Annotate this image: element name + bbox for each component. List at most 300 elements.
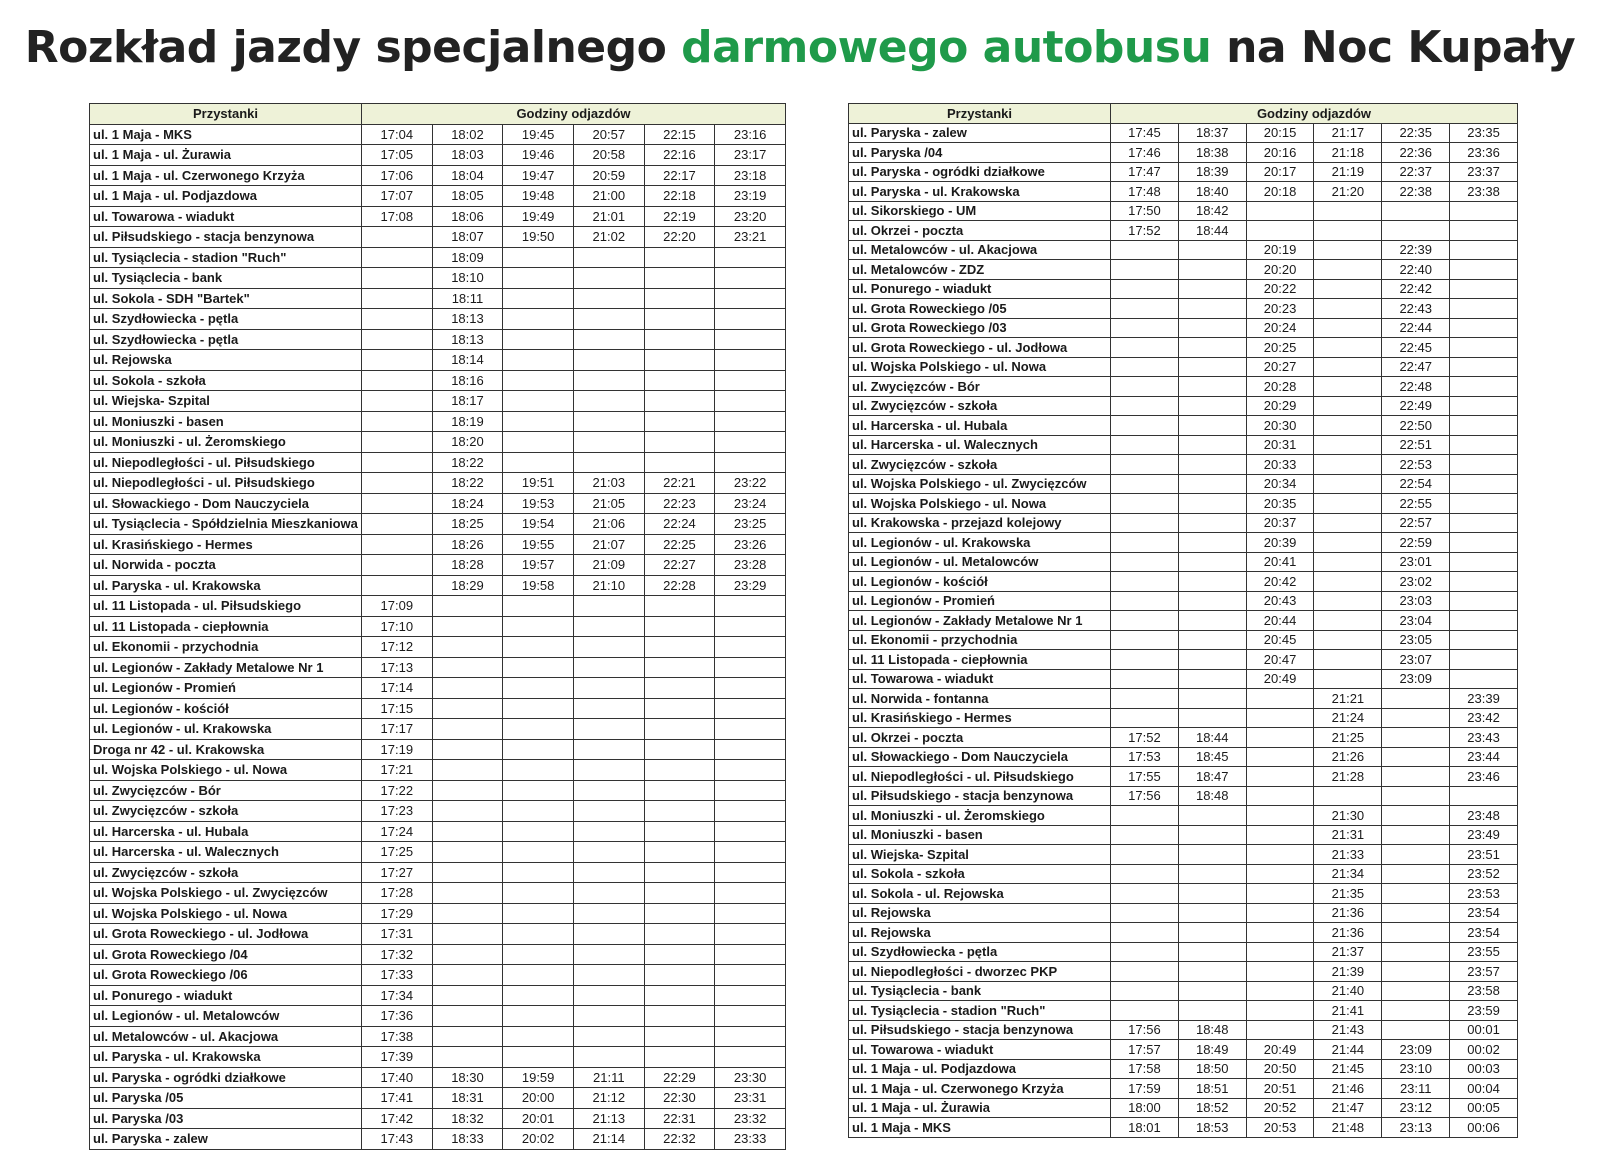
departure-time: 17:19 [362, 739, 433, 760]
departure-time [715, 719, 786, 740]
table-row [90, 924, 786, 945]
departure-time [1178, 474, 1246, 494]
departure-time [432, 657, 503, 678]
departure-time: 17:59 [1111, 1079, 1179, 1099]
departure-time: 17:36 [362, 1006, 433, 1027]
departure-time: 18:30 [432, 1067, 503, 1088]
departure-time: 17:40 [362, 1067, 433, 1088]
table-row [90, 760, 786, 781]
departure-time [1314, 279, 1382, 299]
departure-time [1178, 825, 1246, 845]
departure-time [1178, 377, 1246, 397]
stop-name: ul. Słowackiego - Dom Nauczyciela [90, 493, 362, 514]
departure-time: 22:25 [644, 534, 715, 555]
departure-time: 20:22 [1246, 279, 1314, 299]
stop-name: ul. Krasińskiego - Hermes [849, 708, 1111, 728]
header-times: Godziny odjazdów [362, 104, 786, 125]
departure-time [1111, 630, 1179, 650]
table-row [849, 299, 1518, 319]
departure-time [644, 944, 715, 965]
departure-time [1450, 552, 1518, 572]
departure-time [432, 739, 503, 760]
departure-time: 21:39 [1314, 962, 1382, 982]
departure-time [432, 842, 503, 863]
table-row [90, 678, 786, 699]
stop-name: ul. Towarowa - wiadukt [849, 669, 1111, 689]
departure-time: 20:34 [1246, 474, 1314, 494]
stop-name: ul. Tysiąclecia - bank [849, 981, 1111, 1001]
departure-time [1314, 591, 1382, 611]
departure-time [432, 903, 503, 924]
departure-time [1178, 708, 1246, 728]
departure-time: 23:05 [1382, 630, 1450, 650]
departure-time [432, 698, 503, 719]
departure-time: 00:03 [1450, 1059, 1518, 1079]
departure-time: 17:05 [362, 145, 433, 166]
departure-time: 23:36 [1450, 143, 1518, 163]
departure-time [1178, 942, 1246, 962]
stop-name: ul. 1 Maja - ul. Czerwonego Krzyża [849, 1079, 1111, 1099]
stop-name: ul. Ekonomii - przychodnia [849, 630, 1111, 650]
stop-name: ul. Paryska - ogródki działkowe [849, 162, 1111, 182]
departure-time: 21:03 [573, 473, 644, 494]
table-header-row [849, 104, 1518, 124]
departure-time: 17:08 [362, 206, 433, 227]
departure-time [715, 1047, 786, 1068]
departure-time [1111, 338, 1179, 358]
departure-time [715, 862, 786, 883]
departure-time: 17:29 [362, 903, 433, 924]
departure-time [1178, 630, 1246, 650]
departure-time [644, 637, 715, 658]
departure-time [573, 965, 644, 986]
departure-time [1111, 942, 1179, 962]
departure-time: 00:05 [1450, 1098, 1518, 1118]
table-row [90, 883, 786, 904]
departure-time: 18:16 [432, 370, 503, 391]
table-row [849, 611, 1518, 631]
departure-time: 19:51 [503, 473, 574, 494]
departure-time: 23:35 [1450, 123, 1518, 143]
departure-time: 19:54 [503, 514, 574, 535]
departure-time: 21:13 [573, 1108, 644, 1129]
departure-time [1111, 299, 1179, 319]
departure-time [573, 370, 644, 391]
table-row [849, 552, 1518, 572]
departure-time [432, 985, 503, 1006]
departure-time: 17:46 [1111, 143, 1179, 163]
departure-time [1314, 396, 1382, 416]
departure-time [715, 268, 786, 289]
departure-time [1178, 338, 1246, 358]
departure-time: 17:45 [1111, 123, 1179, 143]
departure-time: 21:11 [573, 1067, 644, 1088]
departure-time: 22:43 [1382, 299, 1450, 319]
departure-time [1314, 533, 1382, 553]
departure-time: 18:11 [432, 288, 503, 309]
departure-time [1450, 591, 1518, 611]
departure-time [1246, 1001, 1314, 1021]
stop-name: ul. Legionów - kościół [849, 572, 1111, 592]
stop-name: ul. Wojska Polskiego - ul. Nowa [90, 903, 362, 924]
departure-time [573, 411, 644, 432]
departure-time: 20:41 [1246, 552, 1314, 572]
table-row [90, 411, 786, 432]
departure-time [715, 1026, 786, 1047]
stop-name: ul. 1 Maja - ul. Żurawia [849, 1098, 1111, 1118]
stop-name: ul. Tysiąclecia - stadion "Ruch" [90, 247, 362, 268]
table-row [849, 942, 1518, 962]
departure-time [362, 247, 433, 268]
departure-time: 18:29 [432, 575, 503, 596]
departure-time [1178, 591, 1246, 611]
stop-name: ul. Sikorskiego - UM [849, 201, 1111, 221]
stop-name: ul. Krasińskiego - Hermes [90, 534, 362, 555]
departure-time: 00:06 [1450, 1118, 1518, 1138]
departure-time: 18:14 [432, 350, 503, 371]
departure-time [1178, 572, 1246, 592]
departure-time [1382, 806, 1450, 826]
departure-time [1111, 981, 1179, 1001]
departure-time [432, 965, 503, 986]
departure-time: 18:39 [1178, 162, 1246, 182]
stop-name: ul. Paryska - zalew [90, 1129, 362, 1150]
departure-time: 18:22 [432, 452, 503, 473]
departure-time: 18:37 [1178, 123, 1246, 143]
stop-name: ul. Niepodległości - ul. Piłsudskiego [849, 767, 1111, 787]
departure-time: 20:23 [1246, 299, 1314, 319]
table-row [90, 186, 786, 207]
table-row [90, 514, 786, 535]
departure-time [1450, 533, 1518, 553]
departure-time: 22:23 [644, 493, 715, 514]
departure-time [1450, 318, 1518, 338]
departure-time [644, 329, 715, 350]
stop-name: ul. Rejowska [849, 903, 1111, 923]
stop-name: ul. Legionów - Promień [849, 591, 1111, 611]
departure-time: 17:34 [362, 985, 433, 1006]
departure-time [1382, 728, 1450, 748]
departure-time: 23:58 [1450, 981, 1518, 1001]
departure-time [715, 1006, 786, 1027]
departure-time [644, 1047, 715, 1068]
departure-time: 22:44 [1382, 318, 1450, 338]
stop-name: ul. Paryska /05 [90, 1088, 362, 1109]
stop-name: ul. Legionów - kościół [90, 698, 362, 719]
departure-time: 21:31 [1314, 825, 1382, 845]
departure-time [1246, 806, 1314, 826]
departure-time [362, 391, 433, 412]
table-row [90, 1088, 786, 1109]
departure-time [644, 739, 715, 760]
departure-time [1314, 260, 1382, 280]
departure-time: 23:18 [715, 165, 786, 186]
departure-time: 22:16 [644, 145, 715, 166]
page-title [0, 22, 1600, 73]
departure-time: 18:13 [432, 329, 503, 350]
table-row [849, 318, 1518, 338]
departure-time [1450, 572, 1518, 592]
departure-time [1111, 513, 1179, 533]
departure-time [503, 944, 574, 965]
departure-time: 23:30 [715, 1067, 786, 1088]
departure-time: 23:24 [715, 493, 786, 514]
departure-time: 20:00 [503, 1088, 574, 1109]
departure-time: 20:51 [1246, 1079, 1314, 1099]
departure-time: 17:06 [362, 165, 433, 186]
table-row [849, 260, 1518, 280]
departure-time [1178, 864, 1246, 884]
departure-time: 22:30 [644, 1088, 715, 1109]
table-row [90, 780, 786, 801]
departure-time: 23:17 [715, 145, 786, 166]
departure-time [1450, 377, 1518, 397]
departure-time: 23:11 [1382, 1079, 1450, 1099]
departure-time [503, 985, 574, 1006]
departure-time [503, 698, 574, 719]
stop-name: ul. Legionów - Promień [90, 678, 362, 699]
header-stops: Przystanki [90, 104, 362, 125]
departure-time [1314, 513, 1382, 533]
departure-time: 22:27 [644, 555, 715, 576]
departure-time [432, 862, 503, 883]
departure-time [1314, 650, 1382, 670]
departure-time [1111, 669, 1179, 689]
departure-time [573, 1026, 644, 1047]
departure-time: 22:47 [1382, 357, 1450, 377]
departure-time [1382, 903, 1450, 923]
departure-time: 21:12 [573, 1088, 644, 1109]
departure-time: 17:07 [362, 186, 433, 207]
departure-time [1450, 357, 1518, 377]
stop-name: ul. Zwycięzców - szkoła [849, 396, 1111, 416]
departure-time [503, 821, 574, 842]
stop-name: ul. Moniuszki - ul. Żeromskiego [849, 806, 1111, 826]
table-row [849, 845, 1518, 865]
table-row [849, 182, 1518, 202]
table-row [849, 279, 1518, 299]
stop-name: ul. Zwycięzców - szkoła [849, 455, 1111, 475]
departure-time [432, 944, 503, 965]
stop-name: ul. Paryska - ul. Krakowska [90, 575, 362, 596]
departure-time [503, 760, 574, 781]
departure-time: 19:45 [503, 124, 574, 145]
departure-time [573, 883, 644, 904]
table-row [90, 391, 786, 412]
departure-time [1111, 455, 1179, 475]
departure-time [1314, 201, 1382, 221]
departure-time [432, 883, 503, 904]
stop-name: ul. Rejowska [90, 350, 362, 371]
departure-time: 17:50 [1111, 201, 1179, 221]
departure-time: 21:28 [1314, 767, 1382, 787]
table-row [90, 206, 786, 227]
stop-name: ul. Paryska - ul. Krakowska [90, 1047, 362, 1068]
departure-time [644, 596, 715, 617]
departure-time: 21:09 [573, 555, 644, 576]
departure-time: 18:32 [432, 1108, 503, 1129]
departure-time: 21:37 [1314, 942, 1382, 962]
departure-time [503, 1026, 574, 1047]
stop-name: ul. Grota Roweckiego /06 [90, 965, 362, 986]
departure-time [1111, 708, 1179, 728]
stop-name: ul. Piłsudskiego - stacja benzynowa [90, 227, 362, 248]
departure-time [644, 391, 715, 412]
departure-time: 21:14 [573, 1129, 644, 1150]
departure-time: 22:45 [1382, 338, 1450, 358]
departure-time: 18:50 [1178, 1059, 1246, 1079]
departure-time [362, 493, 433, 514]
departure-time: 22:24 [644, 514, 715, 535]
departure-time [1178, 533, 1246, 553]
table-row [849, 143, 1518, 163]
departure-time: 20:16 [1246, 143, 1314, 163]
departure-time [503, 370, 574, 391]
departure-time: 20:50 [1246, 1059, 1314, 1079]
departure-time [432, 637, 503, 658]
table-row [849, 591, 1518, 611]
table-row [90, 493, 786, 514]
departure-time: 18:31 [432, 1088, 503, 1109]
departure-time: 22:15 [644, 124, 715, 145]
departure-time: 23:57 [1450, 962, 1518, 982]
departure-time: 21:21 [1314, 689, 1382, 709]
departure-time [715, 780, 786, 801]
departure-time: 23:53 [1450, 884, 1518, 904]
departure-time [573, 924, 644, 945]
departure-time: 19:48 [503, 186, 574, 207]
departure-time: 20:57 [573, 124, 644, 145]
departure-time [715, 678, 786, 699]
departure-time [1111, 435, 1179, 455]
departure-time [1111, 825, 1179, 845]
departure-time [432, 719, 503, 740]
departure-time: 18:51 [1178, 1079, 1246, 1099]
departure-time: 23:52 [1450, 864, 1518, 884]
stop-name: ul. Słowackiego - Dom Nauczyciela [849, 747, 1111, 767]
departure-time [503, 391, 574, 412]
departure-time: 23:12 [1382, 1098, 1450, 1118]
table-row [90, 739, 786, 760]
departure-time [503, 596, 574, 617]
departure-time: 20:42 [1246, 572, 1314, 592]
departure-time [715, 452, 786, 473]
departure-time: 21:25 [1314, 728, 1382, 748]
table-row [90, 1026, 786, 1047]
departure-time [362, 227, 433, 248]
table-row [849, 962, 1518, 982]
departure-time: 20:01 [503, 1108, 574, 1129]
departure-time [644, 883, 715, 904]
departure-time [1111, 552, 1179, 572]
departure-time: 18:17 [432, 391, 503, 412]
departure-time [1178, 494, 1246, 514]
departure-time: 20:45 [1246, 630, 1314, 650]
table-row [849, 1098, 1518, 1118]
stop-name: ul. Paryska - ul. Krakowska [849, 182, 1111, 202]
departure-time: 23:10 [1382, 1059, 1450, 1079]
stop-name: ul. Wojska Polskiego - ul. Nowa [849, 494, 1111, 514]
departure-time [573, 678, 644, 699]
stop-name: ul. Ponurego - wiadukt [90, 985, 362, 1006]
departure-time [573, 698, 644, 719]
departure-time [644, 657, 715, 678]
departure-time: 21:41 [1314, 1001, 1382, 1021]
departure-time: 23:51 [1450, 845, 1518, 865]
table-row [90, 370, 786, 391]
departure-time: 19:58 [503, 575, 574, 596]
departure-time [1382, 689, 1450, 709]
table-row [90, 165, 786, 186]
departure-time [573, 801, 644, 822]
stop-name: ul. Wiejska- Szpital [849, 845, 1111, 865]
table-row [90, 555, 786, 576]
departure-time: 23:02 [1382, 572, 1450, 592]
departure-time: 17:31 [362, 924, 433, 945]
departure-time: 21:06 [573, 514, 644, 535]
departure-time [644, 965, 715, 986]
table-row [849, 923, 1518, 943]
departure-time: 17:10 [362, 616, 433, 637]
departure-time: 17:53 [1111, 747, 1179, 767]
departure-time [644, 452, 715, 473]
departure-time [1450, 513, 1518, 533]
departure-time [503, 739, 574, 760]
departure-time: 23:09 [1382, 1040, 1450, 1060]
departure-time: 18:28 [432, 555, 503, 576]
stop-name: ul. Paryska /04 [849, 143, 1111, 163]
departure-time [1246, 884, 1314, 904]
departure-time: 18:01 [1111, 1118, 1179, 1138]
table-row [849, 357, 1518, 377]
departure-time [1450, 786, 1518, 806]
stop-name: ul. Metalowców - ZDZ [849, 260, 1111, 280]
departure-time: 18:47 [1178, 767, 1246, 787]
departure-time: 23:03 [1382, 591, 1450, 611]
departure-time [1111, 1001, 1179, 1021]
stop-name: ul. Zwycięzców - Bór [849, 377, 1111, 397]
departure-time: 22:20 [644, 227, 715, 248]
departure-time [503, 842, 574, 863]
departure-time: 20:35 [1246, 494, 1314, 514]
departure-time: 23:42 [1450, 708, 1518, 728]
departure-time [715, 657, 786, 678]
departure-time [362, 575, 433, 596]
stop-name: ul. 1 Maja - ul. Żurawia [90, 145, 362, 166]
departure-time: 22:31 [644, 1108, 715, 1129]
departure-time [715, 739, 786, 760]
stop-name: ul. Metalowców - ul. Akacjowa [90, 1026, 362, 1047]
departure-time: 23:07 [1382, 650, 1450, 670]
departure-time [1450, 416, 1518, 436]
departure-time [1178, 669, 1246, 689]
table-row [90, 821, 786, 842]
departure-time: 17:15 [362, 698, 433, 719]
stop-name: ul. Towarowa - wiadukt [849, 1040, 1111, 1060]
departure-time: 00:02 [1450, 1040, 1518, 1060]
departure-time: 23:54 [1450, 923, 1518, 943]
stop-name: ul. 1 Maja - ul. Podjazdowa [90, 186, 362, 207]
departure-time: 17:56 [1111, 1020, 1179, 1040]
departure-time [644, 842, 715, 863]
departure-time: 22:48 [1382, 377, 1450, 397]
departure-time: 18:03 [432, 145, 503, 166]
stop-name: ul. Piłsudskiego - stacja benzynowa [849, 1020, 1111, 1040]
table-row [90, 350, 786, 371]
departure-time [644, 288, 715, 309]
stop-name: ul. Niepodległości - dworzec PKP [849, 962, 1111, 982]
departure-time: 21:35 [1314, 884, 1382, 904]
